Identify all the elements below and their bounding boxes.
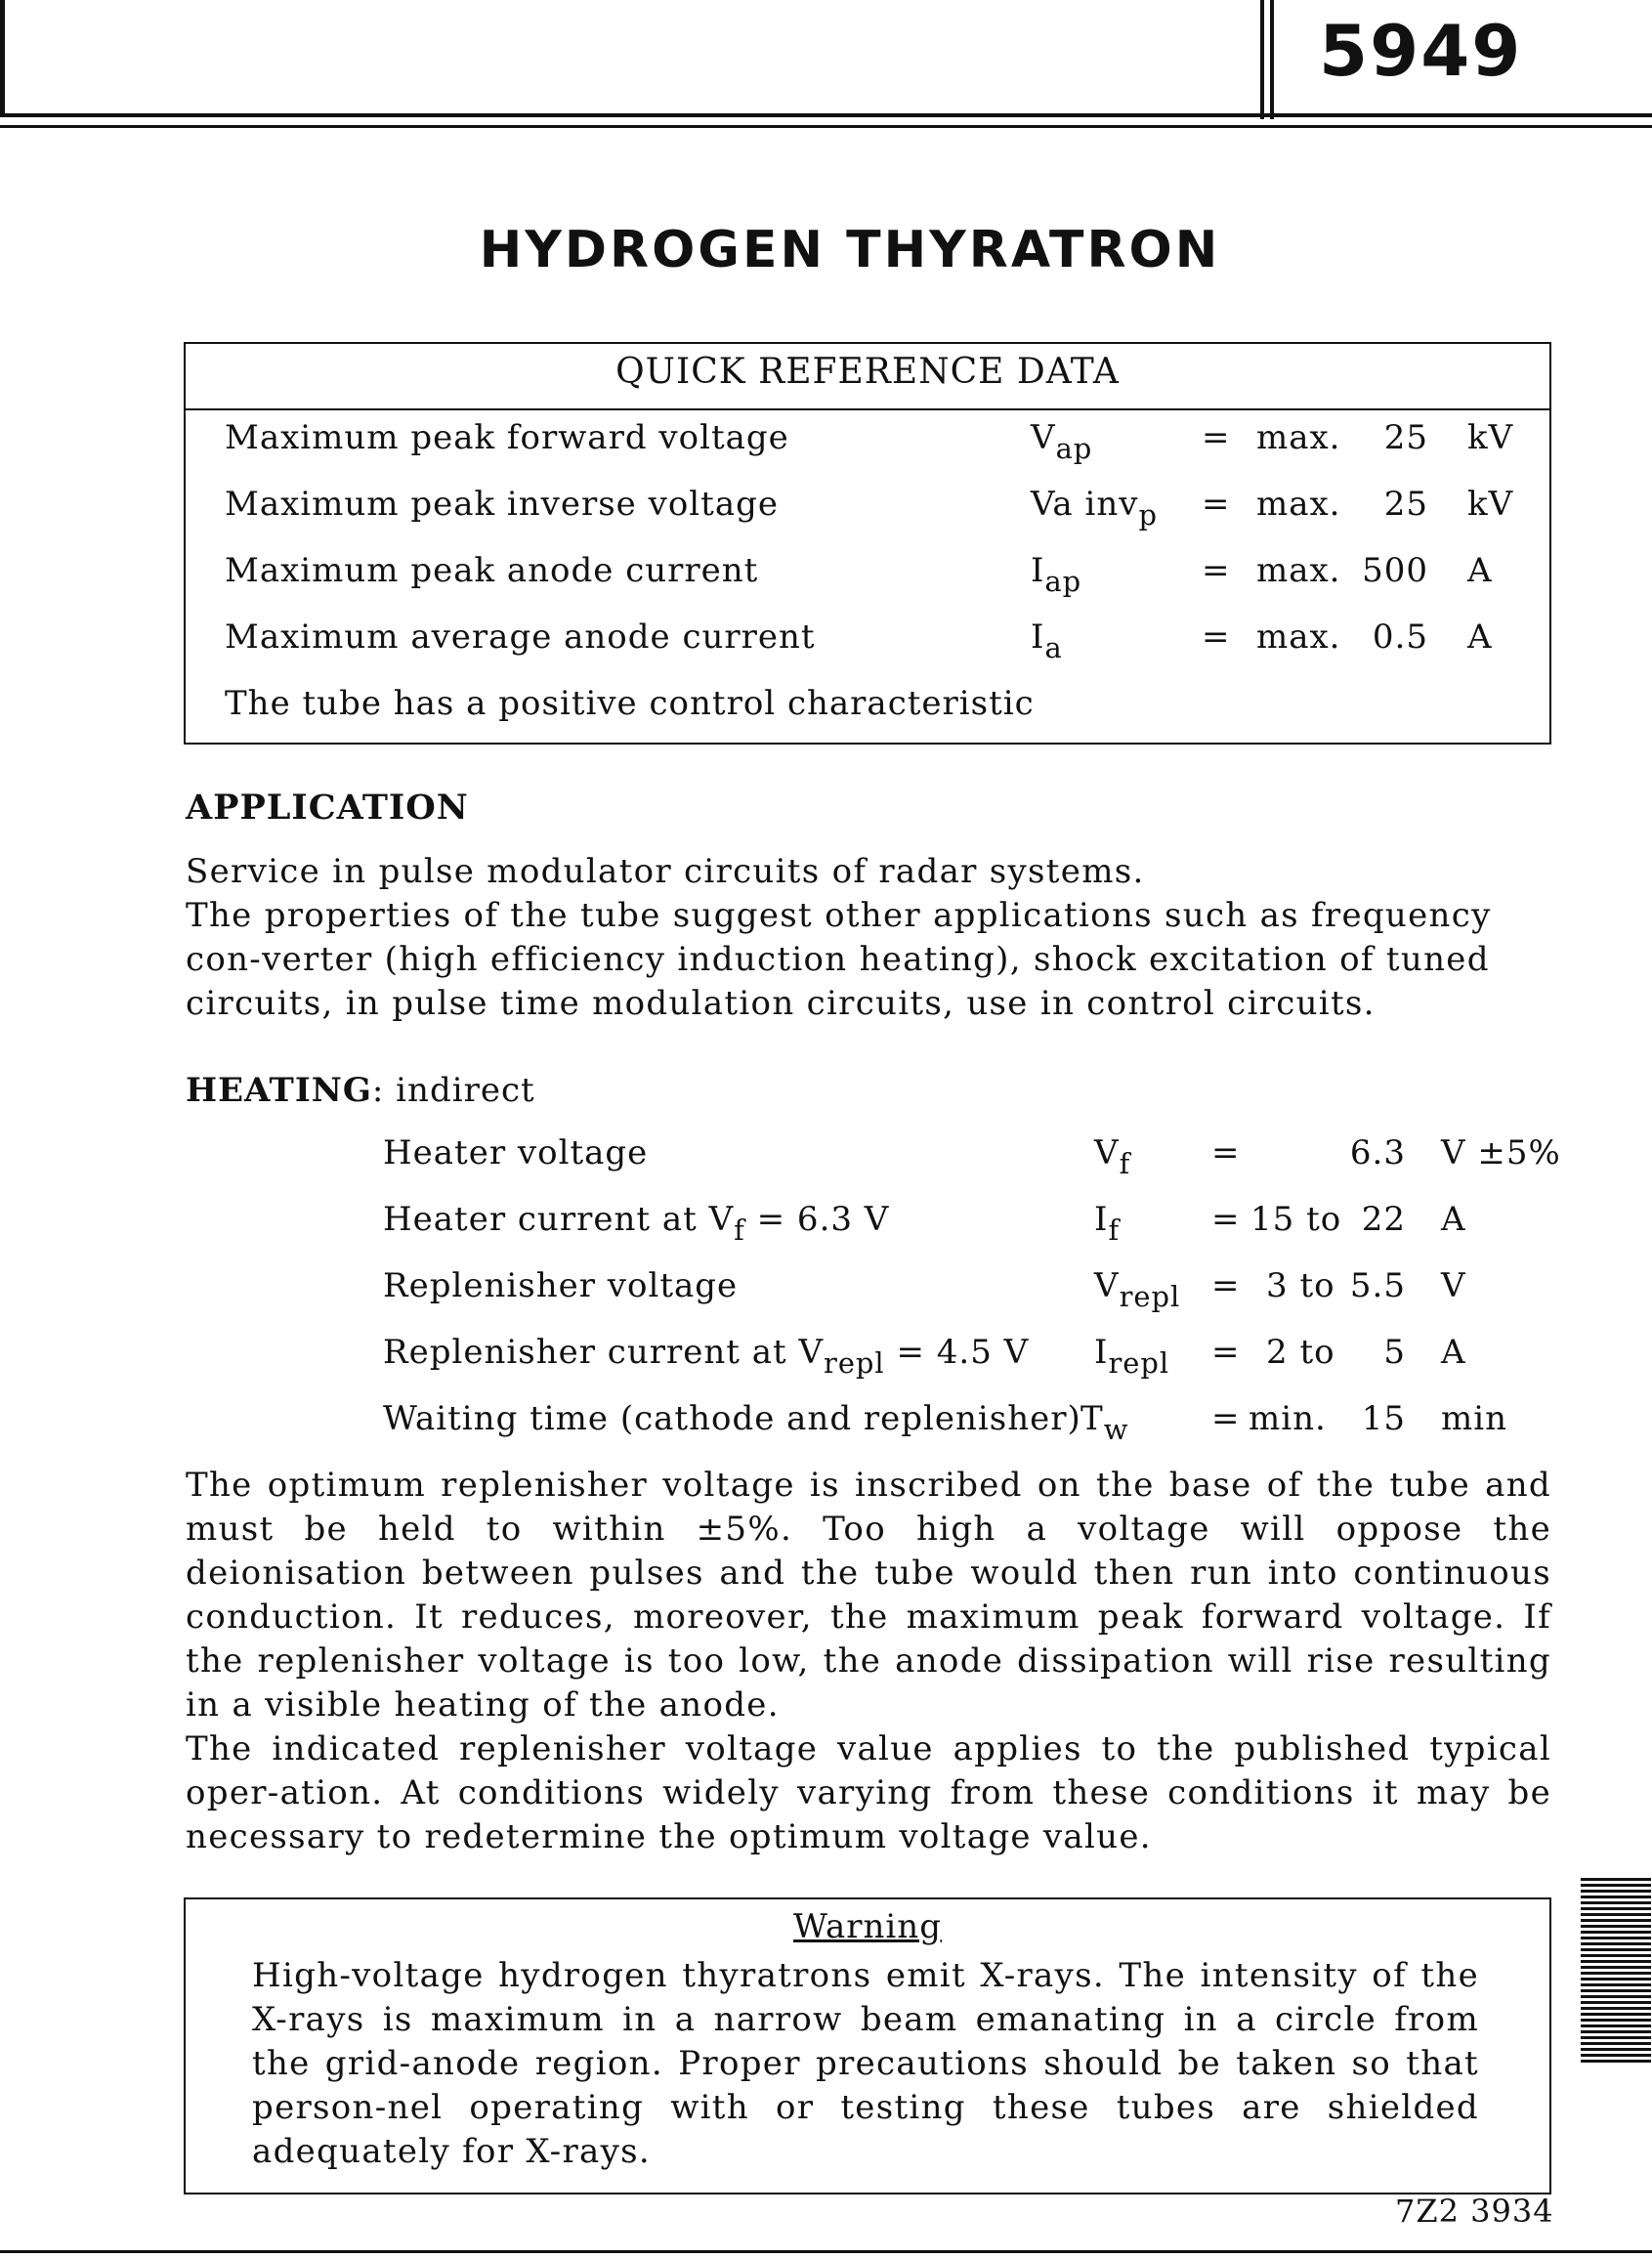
- heating-label: Heater voltage: [383, 1133, 649, 1172]
- application-heading: APPLICATION: [186, 788, 469, 828]
- heating-qualifier: 3 to: [1266, 1266, 1335, 1305]
- qr-symbol: $I_a$: [1031, 618, 1063, 665]
- heating-value: 22: [1361, 1200, 1406, 1239]
- qr-qualifier: max.: [1256, 485, 1341, 524]
- header-divider: [1270, 0, 1274, 119]
- edge-index-marks: [1581, 1878, 1651, 2064]
- heating-qualifier: 2 to: [1266, 1333, 1335, 1372]
- warning-paragraph: High-voltage hydrogen thyratrons emit X-rays. The intensity of the X-rays is maximum in a narrow beam emanating in a circle from the grid-anode region. Proper precautions should be taken so that person-nel operating with or testing these tubes are shielded adequately for X-rays.: [252, 1956, 1479, 2171]
- page-edge-mark: [0, 0, 5, 117]
- qr-unit: kV: [1467, 418, 1514, 457]
- qr-symbol: $V_{ap}$: [1031, 418, 1093, 466]
- heating-label: Heater current at $V_f = 6.3$ V: [383, 1200, 890, 1248]
- qr-equals: =: [1202, 485, 1231, 524]
- qr-label: Maximum peak anode current: [225, 551, 759, 590]
- qr-symbol: $I_{ap}$: [1031, 551, 1082, 599]
- heating-qualifier: 15 to: [1250, 1200, 1342, 1239]
- warning-text: [252, 1954, 1479, 2174]
- heating-value: 6.3: [1349, 1133, 1406, 1172]
- heating-unit: V ±5%: [1441, 1133, 1561, 1172]
- qr-value: 25: [1383, 418, 1428, 457]
- header-rule: [0, 125, 1652, 128]
- qr-value: 0.5: [1372, 618, 1428, 657]
- heating-symbol: $V_{repl}$: [1094, 1266, 1181, 1314]
- qr-label: Maximum peak forward voltage: [225, 418, 789, 457]
- qr-value: 25: [1383, 485, 1428, 524]
- qr-symbol: Va inv$_p$: [1031, 485, 1158, 533]
- heating-symbol: $T_w$: [1080, 1399, 1129, 1447]
- qr-unit: A: [1467, 618, 1493, 657]
- quick-reference-heading: QUICK REFERENCE DATA: [615, 352, 1120, 392]
- heating-unit: A: [1441, 1333, 1466, 1372]
- qr-note: The tube has a positive control characteristic: [225, 684, 1035, 723]
- heating-equals: =: [1211, 1399, 1241, 1438]
- qr-value: 500: [1362, 551, 1428, 590]
- heating-label: Replenisher voltage: [383, 1266, 739, 1305]
- qr-equals: =: [1202, 418, 1231, 457]
- heating-unit: A: [1441, 1200, 1466, 1239]
- document-code: 7Z2 3934: [1395, 2193, 1554, 2230]
- replenisher-text: [186, 1464, 1551, 1859]
- body-paragraph: The indicated replenisher voltage value applies to the published typical oper-ation. At conditions widely varying from these conditions it may be necessary to redetermine the optimum voltage value.: [186, 1729, 1551, 1856]
- heating-value: 5: [1383, 1333, 1406, 1372]
- heating-label: Waiting time (cathode and replenisher): [383, 1399, 1081, 1438]
- application-text: [186, 850, 1551, 1026]
- warning-heading: Warning: [793, 1907, 942, 1946]
- header-rule: [0, 113, 1652, 117]
- heating-unit: min: [1441, 1399, 1508, 1438]
- heating-label: Replenisher current at $V_{repl} = 4.5$ V: [383, 1333, 1030, 1381]
- body-paragraph: The optimum replenisher voltage is inscribed on the base of the tube and must be held to within ±5%. Too high a voltage will oppose the deionisation between pulses and the tube would then run into continuous conduction. It reduces, moreover, the maximum peak forward voltage. If the replenisher voltage is too low, the anode dissipation will rise resulting in a visible heating of the anode.: [186, 1466, 1551, 1725]
- qr-qualifier: max.: [1256, 618, 1341, 657]
- heating-unit: V: [1441, 1266, 1466, 1305]
- application-paragraph: The properties of the tube suggest other applications such as frequency con-verter (high efficiency induction heating), shock excitation of tuned circuits, in pulse time modulation circuits, use in control circuits.: [186, 896, 1492, 1023]
- heating-value: 5.5: [1349, 1266, 1406, 1305]
- footer-rule: [0, 2250, 1652, 2253]
- heating-equals: =: [1211, 1200, 1241, 1239]
- heating-value: 15: [1361, 1399, 1406, 1438]
- heating-symbol: $V_f$: [1094, 1133, 1131, 1181]
- qr-qualifier: max.: [1256, 418, 1341, 457]
- qr-label: Maximum peak inverse voltage: [225, 485, 779, 524]
- qr-unit: A: [1467, 551, 1493, 590]
- quick-reference-divider: [184, 408, 1551, 410]
- heating-heading: HEATING: indirect: [186, 1071, 535, 1110]
- heating-symbol: $I_{repl}$: [1094, 1333, 1170, 1381]
- application-paragraph: Service in pulse modulator circuits of radar systems.: [186, 852, 1145, 891]
- type-number: 5949: [1319, 10, 1523, 92]
- heating-qualifier: min.: [1249, 1399, 1327, 1438]
- heating-equals: =: [1211, 1333, 1241, 1372]
- qr-label: Maximum average anode current: [225, 618, 816, 657]
- qr-equals: =: [1202, 551, 1231, 590]
- header-divider: [1260, 0, 1264, 119]
- qr-equals: =: [1202, 618, 1231, 657]
- qr-unit: kV: [1467, 485, 1514, 524]
- heating-symbol: $I_f$: [1094, 1200, 1121, 1248]
- page-title: HYDROGEN THYRATRON: [479, 221, 1221, 279]
- heating-equals: =: [1211, 1266, 1241, 1305]
- heating-equals: =: [1211, 1133, 1241, 1172]
- qr-qualifier: max.: [1256, 551, 1341, 590]
